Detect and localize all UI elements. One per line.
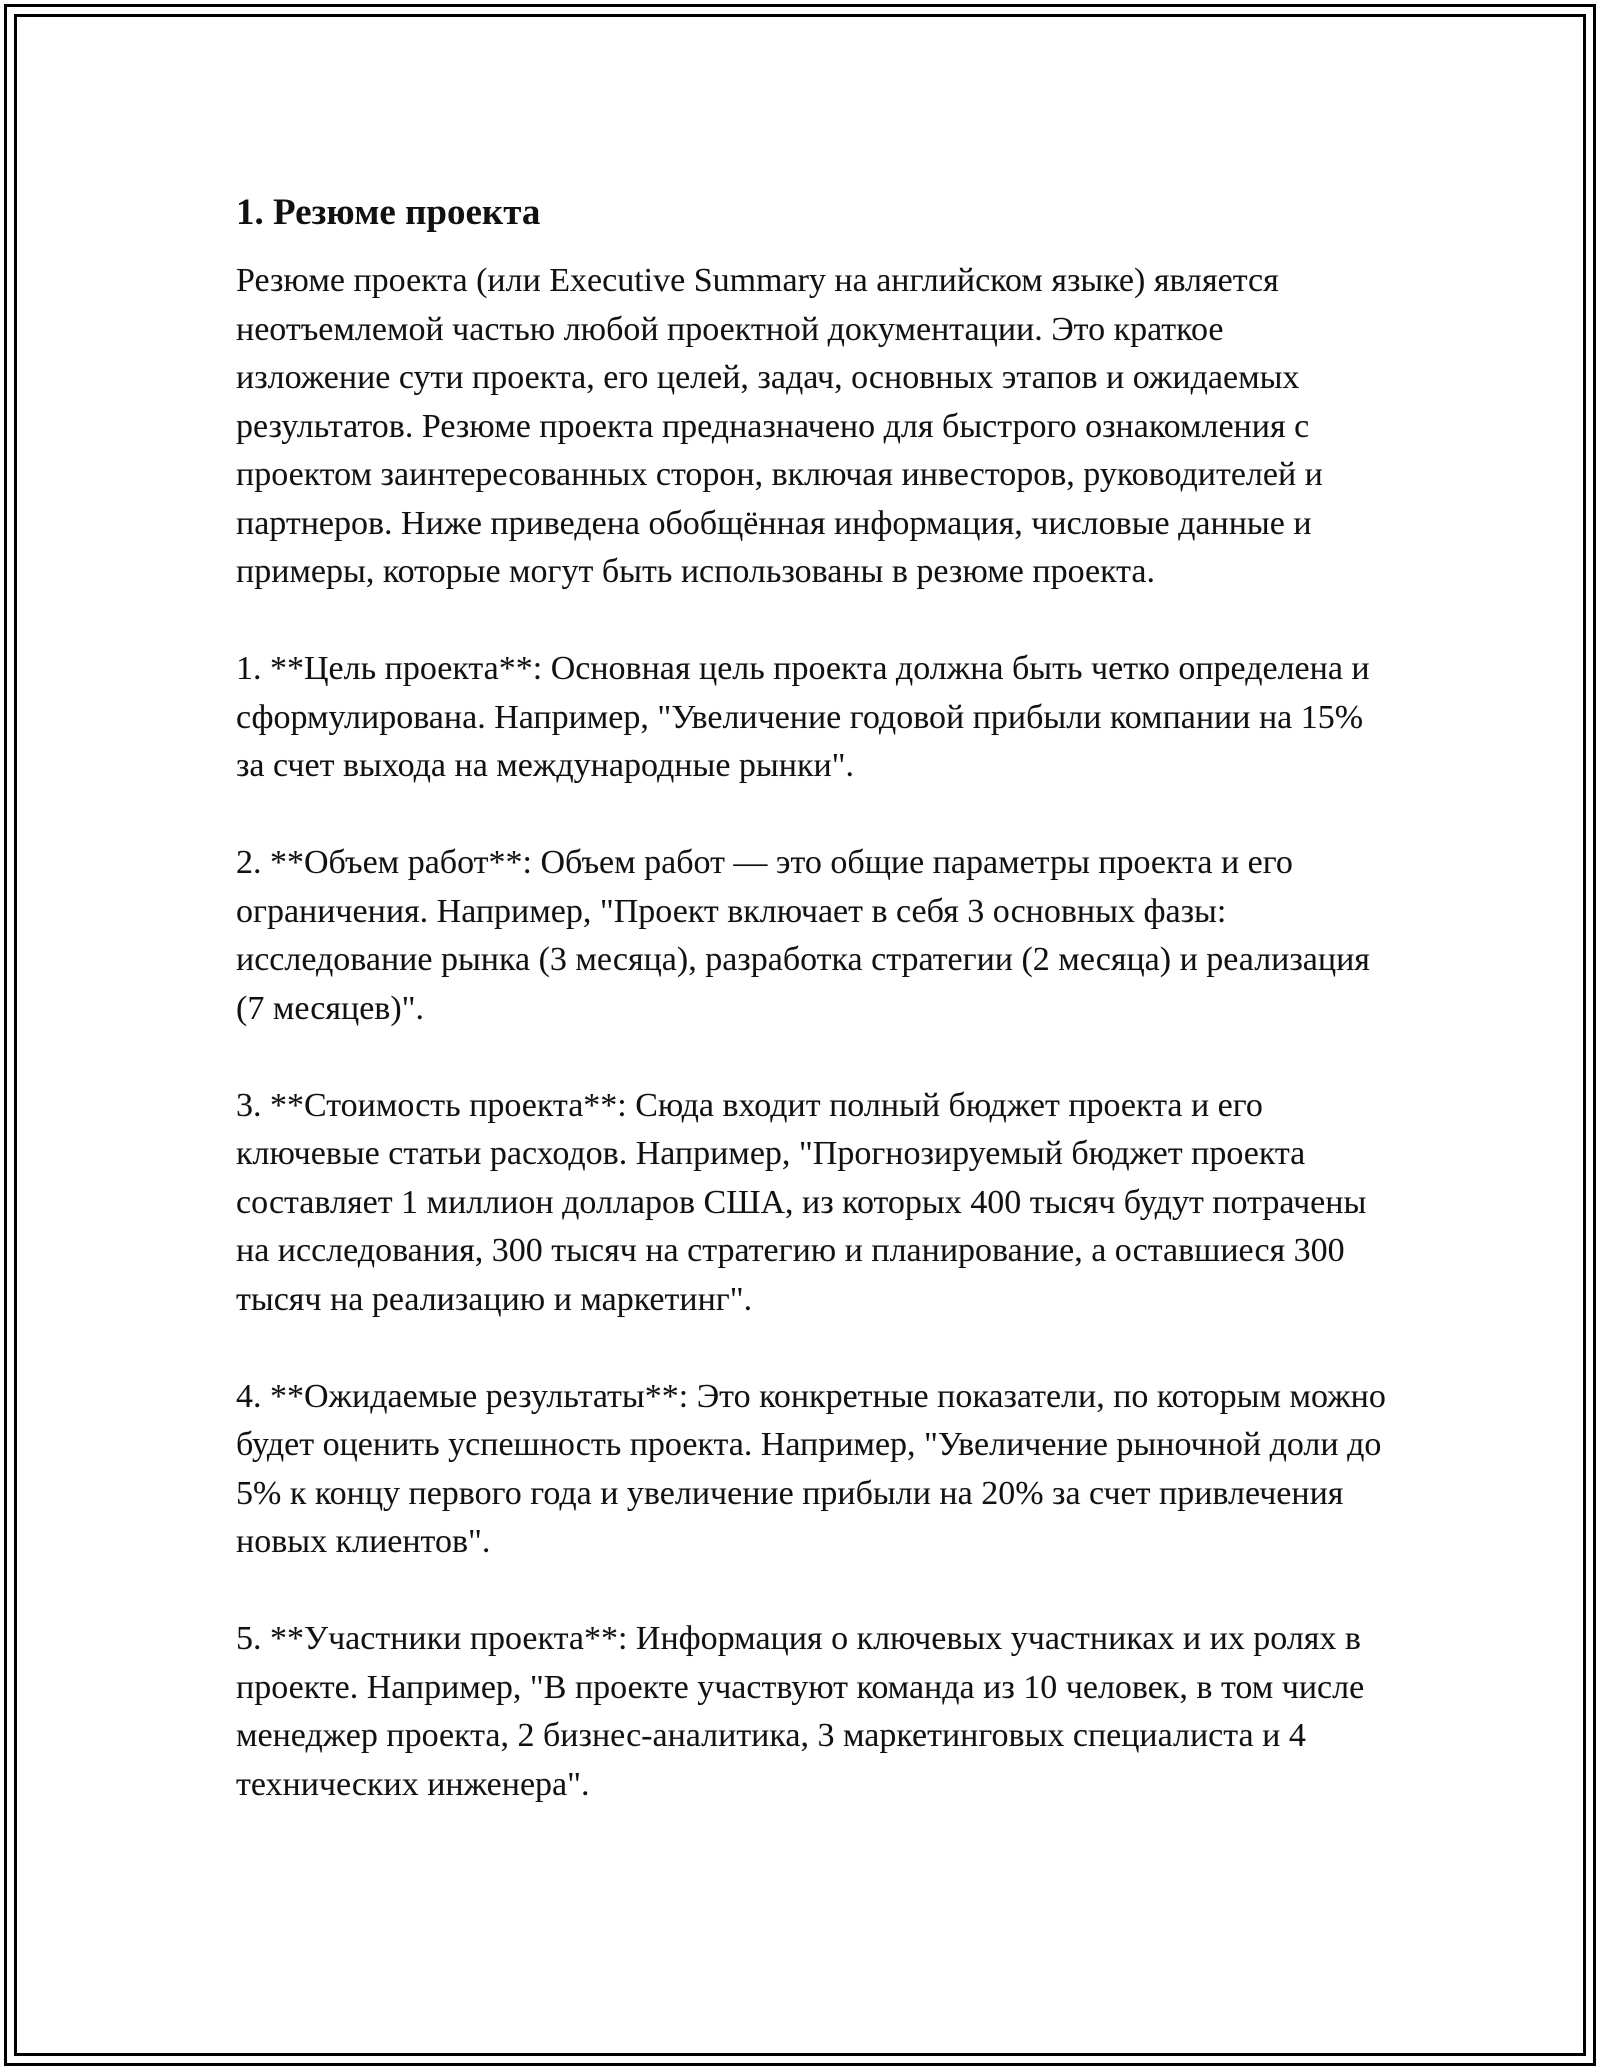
intro-paragraph: Резюме проекта (или Executive Summary на английском языке) является неотъемлемой частью любой проектной документации. Это краткое изложение сути проекта, его целей, задач, основных этапов и ожидаемых результатов. Резюме проекта предназначено для быстрого ознакомления с проектом заинтересованных сторон, включая инвесторов, руководителей и партнеров. Ниже приведена обобщённая информация, числовые данные и примеры, которые могут быть использованы в резюме проекта. <box>236 262 1323 590</box>
document-body <box>236 185 1386 1858</box>
list-item-scope: 2. **Объем работ**: Объем работ — это общие параметры проекта и его ограничения. Например, "Проект включает в себя 3 основных фазы: исследование рынка (3 месяца), разработка стратегии (2 месяца) и реализация (7 месяцев)". <box>236 844 1370 1027</box>
list-item-goal: 1. **Цель проекта**: Основная цель проекта должна быть четко определена и сформулирована. Например, "Увеличение годовой прибыли компании на 15% за счет выхода на международные рынки". <box>236 650 1370 784</box>
list-item-participants: 5. **Участники проекта**: Информация о ключевых участниках и их ролях в проекте. Например, "В проекте участвуют команда из 10 человек, в том числе менеджер проекта, 2 бизнес-аналитика, 3 маркетинговых специалиста и 4 технических инженера". <box>236 1620 1365 1803</box>
list-item-results: 4. **Ожидаемые результаты**: Это конкретные показатели, по которым можно будет оценить успешность проекта. Например, "Увеличение рыночной доли до 5% к концу первого года и увеличение прибыли на 20% за счет привлечения новых клиентов". <box>236 1377 1386 1560</box>
section-heading: 1. Резюме проекта <box>236 192 541 233</box>
list-item-cost: 3. **Стоимость проекта**: Сюда входит полный бюджет проекта и его ключевые статьи расходов. Например, "Прогнозируемый бюджет проекта составляет 1 миллион долларов США, из которых 400 тысяч будут потрачены на исследования, 300 тысяч на стратегию и планирование, а оставшиеся 300 тысяч на реализацию и маркетинг". <box>236 1086 1367 1318</box>
